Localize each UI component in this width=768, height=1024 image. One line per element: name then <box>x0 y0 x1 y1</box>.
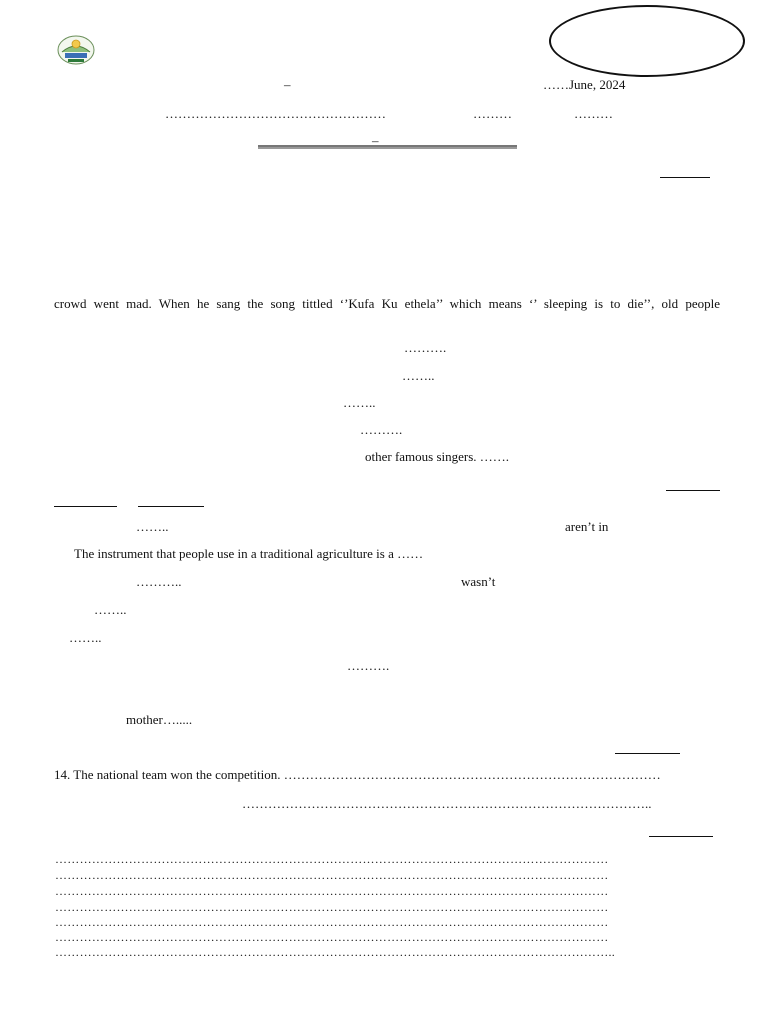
marks-underline-d <box>649 836 713 837</box>
underline-b2 <box>138 506 204 507</box>
school-logo-icon <box>56 34 96 66</box>
number-blank: ……… <box>574 106 613 121</box>
marks-oval <box>549 5 745 77</box>
blank-a4: ………. <box>360 422 403 437</box>
writing-line: ……………………………………………………………………………………………………………………… <box>55 931 609 943</box>
underline-b1 <box>54 506 117 507</box>
blank-a3: …….. <box>343 395 376 410</box>
exam-date: ……June, 2024 <box>543 77 626 92</box>
header-dash: – <box>284 77 291 92</box>
answer-line: ………………………………………………………………………………….. <box>242 796 652 811</box>
writing-line: ……………………………………………………………………………………………………………………… <box>55 885 609 897</box>
item-mother: mother…..... <box>126 712 193 727</box>
blank-a1: ………. <box>404 340 447 355</box>
writing-line: ……………………………………………………………………………………………………………………… <box>55 901 609 913</box>
marks-underline-c <box>615 753 680 754</box>
title-underline <box>258 145 517 149</box>
class-blank: ……… <box>473 106 512 121</box>
blank-b1: …….. <box>136 519 169 534</box>
fragment-b2: wasn’t <box>461 574 496 589</box>
writing-line: ……………………………………………………………………………………………………………………… <box>55 916 609 928</box>
writing-line: ……………………………………………………………………………………………………………………… <box>55 869 609 881</box>
item-instrument: The instrument that people use in a traditional agriculture is a …… <box>74 546 424 561</box>
writing-line: ……………………………………………………………………………………………………………………… <box>55 853 609 865</box>
blank-b3: …….. <box>94 602 127 617</box>
item-14: 14. The national team won the competition. …………………………………………………………………………… <box>54 767 661 782</box>
passage-line: crowd went mad. When he sang the song tittled ‘’Kufa Ku ethela’’ which means ‘’ sleeping is to die’’, old people <box>54 296 720 311</box>
blank-b4: …….. <box>69 630 102 645</box>
writing-line: ……………………………………………………………………………………………………………………….. <box>55 946 616 958</box>
marks-underline <box>660 177 710 178</box>
marks-underline-b <box>666 490 720 491</box>
name-blank: …………………………………………… <box>165 106 386 121</box>
blank-a2: …….. <box>402 368 435 383</box>
item-a5: other famous singers. ……. <box>365 449 510 464</box>
fragment-b1: aren’t in <box>565 519 609 534</box>
blank-b5: ………. <box>347 658 390 673</box>
title-dash: – <box>372 133 379 148</box>
blank-b2: ……….. <box>136 574 182 589</box>
